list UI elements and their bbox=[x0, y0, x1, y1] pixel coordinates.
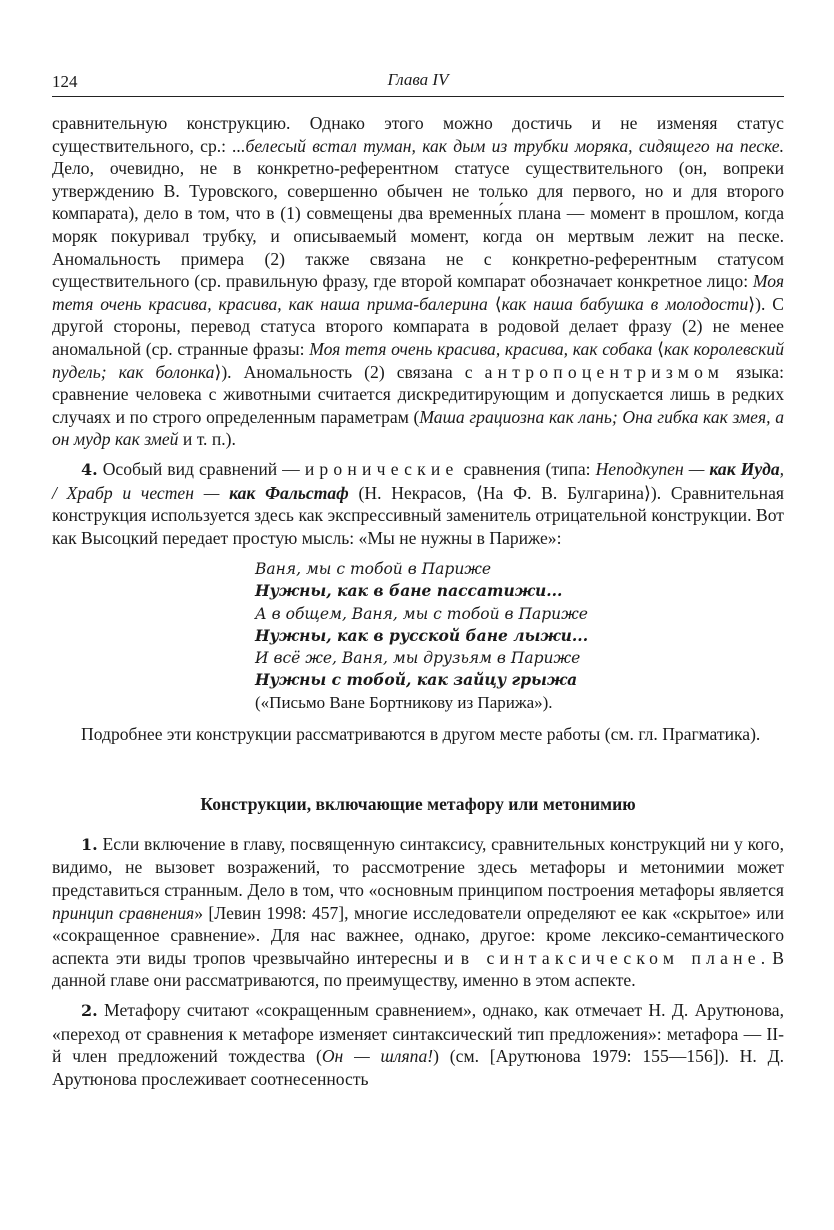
poem-line: А в общем, Ваня, мы с тобой в Париже bbox=[255, 604, 588, 623]
poem-line: Нужны с тобой, как зайцу грыжа bbox=[255, 670, 578, 690]
paragraph-2-metaphor bbox=[52, 999, 784, 1090]
example-italic: Неподкупен — bbox=[595, 458, 710, 479]
example-italic: , / Храбр и честен — bbox=[52, 458, 785, 503]
poem-quote bbox=[255, 558, 784, 713]
text: ⟨ bbox=[652, 338, 665, 359]
body-text bbox=[52, 112, 784, 1090]
text: ⟨ bbox=[487, 293, 502, 314]
spaced-emphasis: антропоцентризмом bbox=[484, 361, 725, 382]
paragraph-1-metaphor bbox=[52, 833, 784, 992]
text: сравнительную конструкцию. Однако этого можно достичь и не изменяя статус существительного, ср.: bbox=[52, 113, 784, 156]
running-head bbox=[52, 70, 784, 94]
paragraph-4-ironic bbox=[52, 458, 784, 549]
text: . В данной главе они рассматриваются, по преимуществу, именно в этом аспекте. bbox=[52, 947, 784, 991]
paragraph-number: 2. bbox=[81, 1001, 98, 1021]
section-heading: Конструкции, включающие метафору или метонимию bbox=[200, 794, 636, 815]
example-italic: принцип сравнения bbox=[52, 902, 195, 923]
paragraph-number: 1. bbox=[81, 834, 98, 854]
example-italic: Моя тетя очень красива, красива, как собака bbox=[309, 338, 653, 359]
example-italic: Он — шляпа! bbox=[321, 1046, 434, 1067]
spaced-emphasis: иронические bbox=[304, 458, 459, 479]
text: Метафору считают «сокращенным сравнением», однако, как отмечает Н. Д. Арутюнова, «переход от сравнения к метафоре изменяет синтаксический тип предложения»: метафора — II-й член предложений тождества ( bbox=[52, 1000, 784, 1067]
paragraph-number: 4. bbox=[81, 459, 98, 479]
text: Особый вид сравнений — bbox=[97, 458, 305, 479]
page-number: 124 bbox=[52, 72, 78, 91]
poem-line: Нужны, как в бане пассатижи... bbox=[255, 581, 563, 601]
example-italic: Моя тетя очень красива, красива, как наша прима-балерина bbox=[52, 271, 784, 314]
text: (Н. Некрасов, ⟨На Ф. В. Булгарина⟩). Сравнительная конструкция используется здесь как экспрессивный заменитель отрицательной конструкции. Вот как Высоцкий передает простую мысль: «Мы не нужны в Париже»: bbox=[52, 482, 784, 548]
header-rule bbox=[52, 96, 784, 97]
example-italic: ...белесый встал туман, как дым из трубки моряка, сидящего на песке. bbox=[232, 135, 784, 156]
paragraph-continuation bbox=[52, 112, 784, 451]
poem-line: Ваня, мы с тобой в Париже bbox=[255, 560, 492, 579]
text: сравнения (типа: bbox=[458, 458, 596, 479]
paragraph-see-also bbox=[52, 723, 784, 746]
text: ) (см. [Арутюнова 1979: 155—156]). Н. Д. Арутюнова прослеживает соотнесенность bbox=[52, 1046, 784, 1089]
spaced-emphasis: в синтаксическом плане bbox=[460, 947, 761, 968]
text: » [Левин 1998: 457], многие исследователи определяют ее как «скрытое» или «сокращенное сравнение». Для нас важнее, однако, другое: кроме лексико-семантического аспекта эти виды тропов чрезвычайно интересны и bbox=[52, 902, 784, 968]
text: Если включение в главу, посвященную синтаксису, сравнительных конструкций ни у кого, видимо, не вызовет возражений, то рассмотрение здесь метафоры и метонимии может представиться странным. Дело в том, что «основным принципом построения метафоры является bbox=[52, 833, 784, 901]
example-italic: Маша грациозна как лань; Она гибка как змея, а он мудр как змей bbox=[52, 406, 784, 450]
text: Подробнее эти конструкции рассматриваются в другом месте работы (см. гл. Прагматика). bbox=[81, 723, 761, 744]
text: ⟩). Аномальность (2) связана с bbox=[214, 361, 485, 382]
poem-line: И всё же, Ваня, мы друзьям в Париже bbox=[255, 649, 581, 668]
example-italic: как королевский пудель; как болонка bbox=[52, 338, 784, 382]
example-bold: как Фальстаф bbox=[229, 482, 349, 503]
text: Дело, очевидно, не в конкретно-референтном статусе существительного (он, вопреки утверждению В. Туровского, совершенно обычен не только для первого, но и для второго компарата), дело в том, что в (1) совмещены два временны́х плана — момент в прошлом, когда моряк покуривал трубку, и описываемый момент, когда он мертвым лежит на песке. Аномальность примера (2) также связана не с конкретно-референтным статусом существительного (ср. правильную фразу, где второй компарат обозначает конкретное лицо: bbox=[52, 158, 784, 292]
example-bold: как Иуда bbox=[709, 458, 780, 479]
poem-source: («Письмо Ване Бортникову из Парижа»). bbox=[255, 692, 553, 712]
text: и т. п.). bbox=[178, 429, 236, 450]
text: языка: сравнение человека с животными считается дискредитирующим и допускается лишь в редких случаях и по строго определенным параметрам ( bbox=[52, 361, 784, 427]
example-italic: как наша бабушка в молодости bbox=[501, 293, 749, 314]
poem-line: Нужны, как в русской бане лыжи... bbox=[255, 625, 589, 645]
chapter-title: Глава IV bbox=[387, 70, 449, 89]
text: ⟩). С другой стороны, перевод статуса второго компарата в родовой делает фразу (2) не менее аномальной (ср. странные фразы: bbox=[52, 293, 785, 359]
